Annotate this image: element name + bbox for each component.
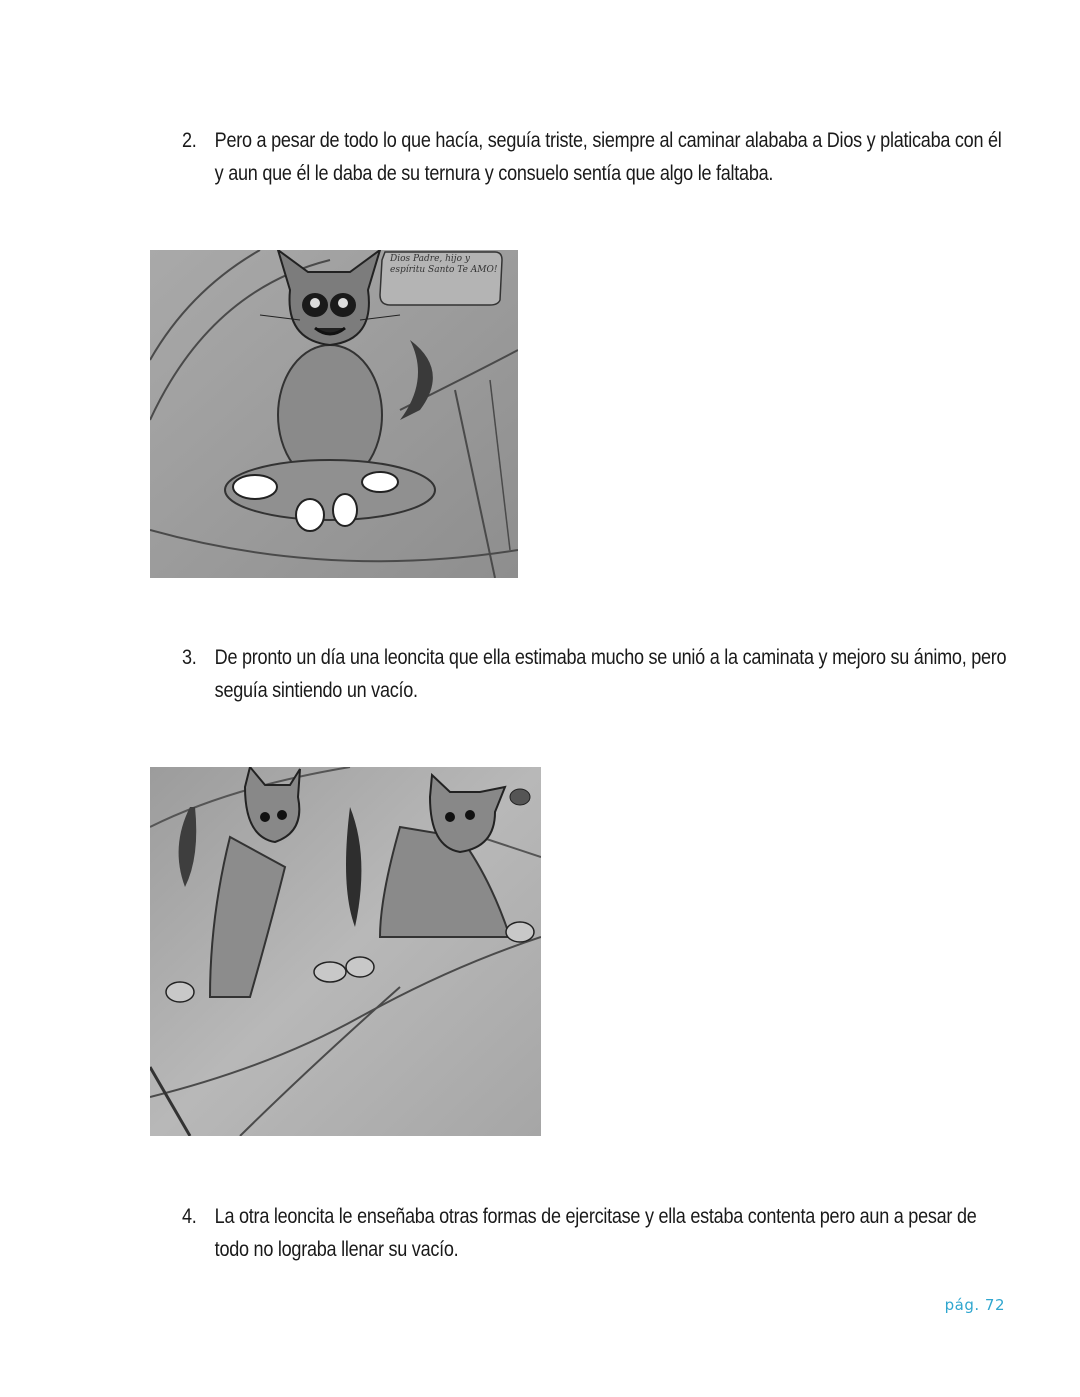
- speech-bubble-text: Dios Padre, hijo y espíritu Santo Te AMO!: [390, 254, 498, 275]
- pencil-drawing-two-lionesses: [150, 767, 541, 1136]
- item-text: Pero a pesar de todo lo que hacía, seguía triste, siempre al caminar alababa a Dios y platicaba con él y aun que él le daba de su ternura y consuelo sentía que algo le faltaba.: [214, 129, 1002, 185]
- list-item-2: [182, 124, 1002, 190]
- item-number: 3.: [182, 646, 197, 669]
- list-item-3: [182, 641, 1007, 707]
- list-item-4: [182, 1200, 977, 1266]
- item-text: La otra leoncita le enseñaba otras formas de ejercitase y ella estaba contenta pero aun a pesar de todo no lograba llenar su vacío.: [214, 1205, 977, 1261]
- item-text: De pronto un día una leoncita que ella estimaba mucho se unió a la caminata y mejoro su ánimo, pero seguía sintiendo un vacío.: [214, 646, 1007, 702]
- item-number: 2.: [182, 129, 197, 152]
- page-number: pág. 72: [944, 1296, 1005, 1314]
- item-number: 4.: [182, 1205, 197, 1228]
- pencil-drawing-praying-lioness: [150, 250, 518, 578]
